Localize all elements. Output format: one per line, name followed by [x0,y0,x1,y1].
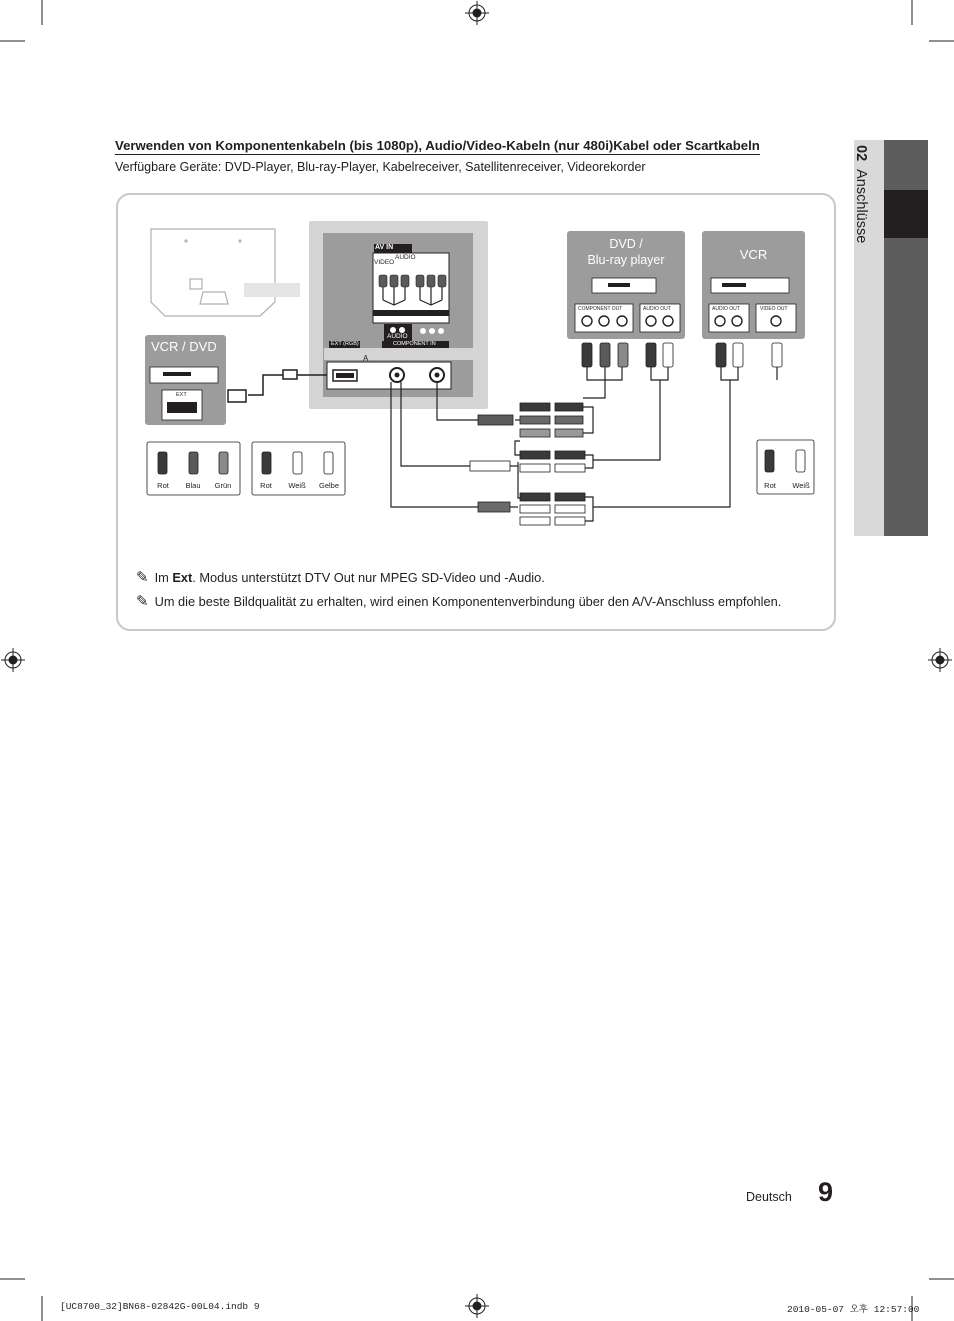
legend-label-blau: Blau [185,481,201,490]
dvd-label-line2: Blu-ray player [587,253,665,267]
note-pencil-icon: ✎ [136,593,149,610]
video-out-label: VIDEO OUT [760,306,788,312]
cable-adapters [470,403,585,525]
vcr-label: VCR [739,247,768,262]
component-in-label: COMPONENT IN [393,341,436,347]
dvd-label-line1: DVD / [609,237,643,251]
legend-label-rot-1: Rot [157,481,169,490]
registration-mark-top [465,1,489,25]
registration-mark-bottom [465,1294,489,1318]
component-out-label: COMPONENT OUT [578,306,623,312]
chapter-title: Anschlüsse [853,169,869,244]
audio-label: AUDIO [395,254,416,261]
section-title: Verwenden von Komponentenkabeln (bis 1080p), Audio/Video-Kabeln (nur 480i)Kabel oder Scartkabeln [115,138,760,153]
tv-illustration [151,229,300,316]
note-best-quality: ✎ Um die beste Bildqualität zu erhalten, wird einen Komponentenverbindung über den A/V-Anschluss empfohlen. [136,593,782,610]
registration-mark-left [1,648,25,672]
dvd-audio-out-label: AUDIO OUT [643,306,671,312]
audio-label-2: AUDIO [387,333,408,340]
ext-rgb-label: EXT (RGB) [331,341,359,347]
registration-mark-right [928,648,952,672]
legend-label-gelbe: Gelbe [318,481,339,490]
chapter-number: 02 [853,145,869,162]
legend-label-rot-3: Rot [764,481,776,490]
device-plugs [582,343,782,367]
side-tab-marker [884,190,928,238]
vcr-dvd-label: VCR / DVD [151,339,217,354]
legend-label-rot-2: Rot [260,481,272,490]
video-label: VIDEO [374,259,395,266]
vcr-audio-out-label: AUDIO OUT [712,306,740,312]
ext-port-label: EXT [176,392,187,398]
print-timestamp: 2010-05-07 오후 12:57:00 [787,1304,920,1315]
note-ext-mode: ✎ Im Ext. Modus unterstützt DTV Out nur MPEG SD-Video und -Audio. [136,569,545,586]
page-language: Deutsch [746,1190,792,1204]
print-file-info: [UC8700_32]BN68-02842G-00L04.indb 9 [60,1301,260,1312]
legend-label-gruen: Grün [214,481,232,490]
section-subtitle: Verfügbare Geräte: DVD-Player, Blu-ray-Player, Kabelreceiver, Satellitenreceiver, Videorekorder [115,160,646,174]
page-number: 9 [818,1177,834,1207]
legend-label-weiss-2: Weiß [792,481,810,490]
legend-label-weiss-1: Weiß [288,481,306,490]
chapter-label [853,145,869,243]
av-in-label: AV IN [375,244,394,251]
note-pencil-icon: ✎ [136,569,149,586]
svg-text:A: A [363,354,369,363]
